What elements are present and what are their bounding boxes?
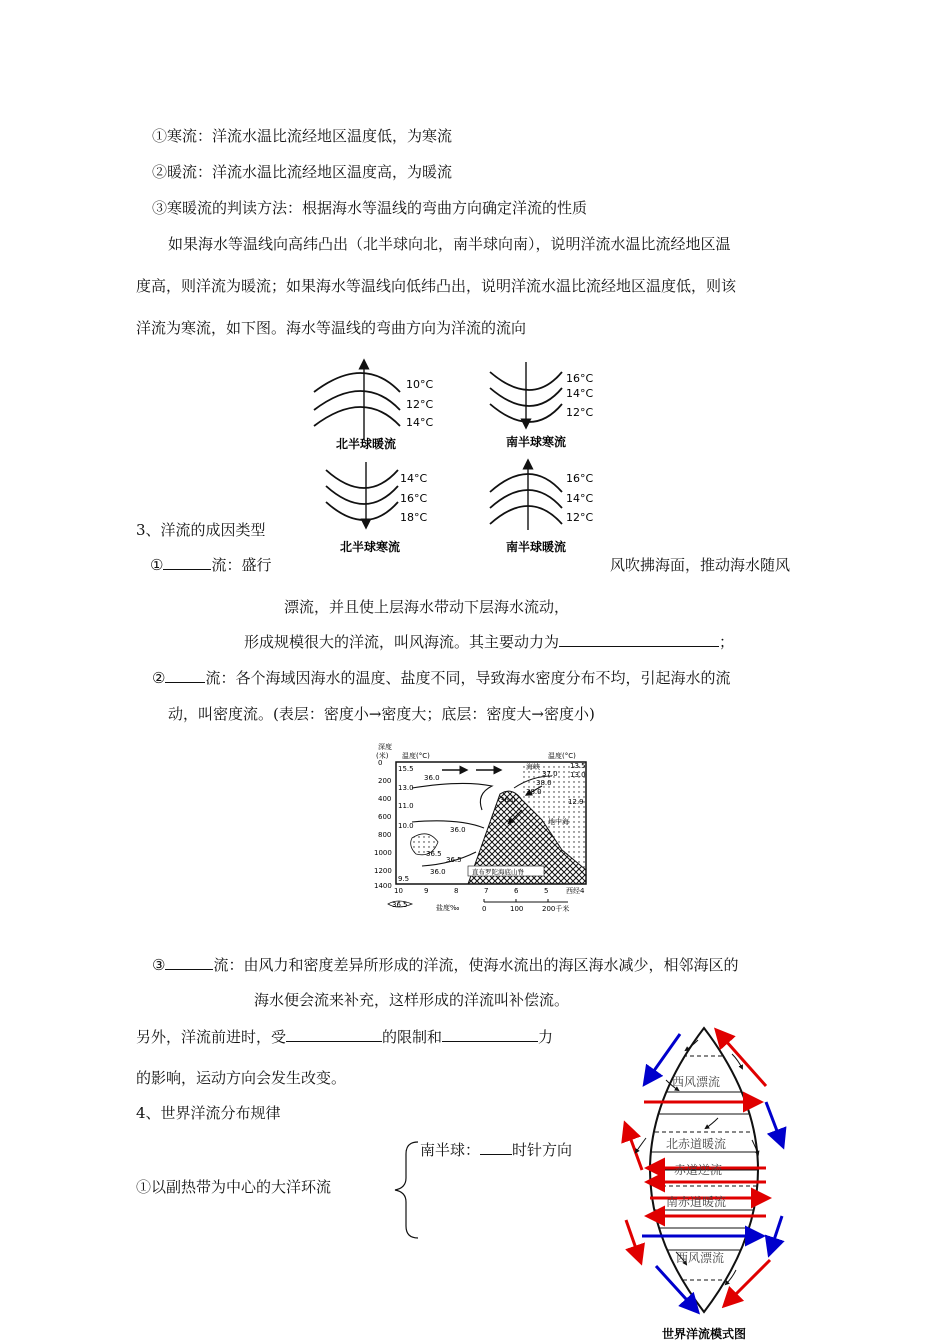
depth-tick: 0 [378,759,383,767]
right-temp: 13.5 [570,762,586,770]
current-label: 南赤道暖流 [666,1195,727,1209]
scale-tick: 200千米 [542,905,570,913]
text-judging-method: ③寒暖流的判读方法：根据海水等温线的弯曲方向确定洋流的性质 [152,199,588,217]
wind-current-text-3: 形成规模很大的洋流，叫风海流。其主要动力为 [244,633,560,651]
depth-unit: (米) [376,752,389,760]
density-current-line-2: 动，叫密度流。(表层：密度小→密度大；底层：密度大→密度小) [168,705,595,723]
strait-label: 海峡 [526,763,540,771]
isotherm-label: 10°C [406,378,434,391]
factor-blank-1[interactable] [286,1027,382,1042]
wind-current-line-1 [150,555,271,575]
compensation-current-line-1 [152,955,738,975]
wind-current-line-2: 漂流，并且使上层海水带动下层海水流动， [284,598,570,616]
legend-value: 36.5 [392,901,408,909]
other-factors-c: 力 [538,1028,554,1046]
lon-tick: 西经4 [566,887,585,895]
scale-tick: 0 [482,905,487,913]
isotherm-label: 16°C [400,492,428,505]
driving-force-blank[interactable] [559,632,719,647]
depth-tick: 600 [378,813,392,821]
paragraph-line-1: 如果海水等温线向高纬凸出（北半球向北，南半球向南），说明洋流水温比流经地区温 [168,235,731,253]
lon-tick: 5 [544,887,549,895]
clockwise-text: 时针方向 [512,1141,573,1159]
semicolon: ； [719,633,735,651]
density-current-line-1 [152,668,730,688]
curly-brace [392,1140,422,1240]
left-temp: 9.5 [398,875,410,883]
left-temp: 10.0 [398,822,414,830]
isotherm-label: 14°C [400,472,428,485]
current-label: 西风漂流 [676,1251,725,1265]
lon-tick: 6 [514,887,519,895]
legend-label: 盐度‰ [436,904,460,912]
world-ocean-current-model [606,1020,806,1344]
salinity-value: 36.0 [500,796,516,804]
northern-warm-diagram [314,364,433,451]
salinity-value: 36.5 [426,850,442,858]
density-current-text: 流：各个海域因海水的温度、盐度不同，导致海水密度分布不均，引起海水的流 [205,669,731,687]
southern-cold-caption: 南半球寒流 [506,435,567,449]
text-cold-current-def: ①寒流：洋流水温比流经地区温度低，为寒流 [152,127,453,145]
depth-tick: 1000 [374,849,392,857]
southern-hemisphere-label: 南半球： [420,1141,481,1159]
current-label: 西风漂流 [672,1075,721,1089]
salinity-value: 38.0 [526,788,542,796]
left-temp: 13.0 [398,784,414,792]
sea-label: 地中海 [548,818,569,826]
depth-tick: 1200 [374,867,392,875]
compensation-current-text: 流：由风力和密度差异所形成的洋流，使海水流出的海区海水减少，相邻海区的 [213,956,739,974]
paragraph-line-2: 度高，则洋流为暖流；如果海水等温线向低纬凸出，说明洋流水温比流经地区温度低，则该 [136,277,737,295]
left-temp: 11.0 [398,802,414,810]
isotherm-label: 18°C [400,511,428,524]
other-factors-line-1 [136,1027,553,1047]
paragraph-line-3: 洋流为寒流，如下图。海水等温线的弯曲方向为洋流的流向 [136,319,527,337]
isotherm-label: 16°C [566,472,594,485]
compensation-current-blank[interactable] [165,955,213,970]
lon-tick: 7 [484,887,489,895]
wind-current-blank[interactable] [163,555,211,570]
factor-blank-2[interactable] [442,1027,538,1042]
lon-tick: 9 [424,887,429,895]
wind-current-text: 流：盛行 [211,556,272,574]
gibraltar-section-diagram [372,740,622,918]
depth-tick: 1400 [374,882,392,890]
ridge-label: 直布罗陀海底山脊 [472,868,524,876]
salinity-value: 36.0 [430,868,446,876]
text-warm-current-def: ②暖流：洋流水温比流经地区温度高，为暖流 [152,163,453,181]
southern-warm-diagram [490,464,593,554]
compensation-current-num: ③ [152,956,166,974]
depth-label: 深度 [378,743,392,751]
depth-tick: 400 [378,795,392,803]
lon-tick: 8 [454,887,459,895]
isotherm-label: 16°C [566,372,594,385]
isotherm-label: 14°C [566,387,594,400]
current-label: 赤道逆流 [674,1163,723,1177]
compensation-current-line-2: 海水便会流来补充，这样形成的洋流叫补偿流。 [254,991,570,1009]
right-temp: 12.9 [568,798,584,806]
direction-blank[interactable] [480,1140,512,1155]
isotherm-diagrams [300,358,620,558]
other-factors-b: 的限制和 [382,1028,443,1046]
world-model-caption: 世界洋流模式图 [662,1327,747,1341]
wind-current-line-3 [244,632,734,652]
section-4-heading: 4、世界洋流分布规律 [136,1104,281,1122]
northern-cold-caption: 北半球寒流 [340,540,401,554]
salinity-value: 37.0 [542,770,558,778]
southern-warm-caption: 南半球暖流 [506,540,567,554]
current-label: 北赤道暖流 [666,1137,727,1151]
salinity-value: 38.0 [536,779,552,787]
isotherm-label: 12°C [566,511,594,524]
isotherm-label: 14°C [406,416,434,429]
lon-tick: 10 [394,887,403,895]
depth-tick: 800 [378,831,392,839]
salinity-value: 36.5 [446,856,462,864]
right-temp: 13.0 [570,771,586,779]
northern-cold-diagram [326,462,427,554]
temp-left-label: 温度(°C) [402,752,430,760]
wind-current-num: ① [150,556,164,574]
gyre-item: ①以副热带为中心的大洋环流 [136,1178,332,1196]
salinity-value: 36.0 [450,826,466,834]
northern-warm-caption: 北半球暖流 [336,437,397,451]
density-current-num: ② [152,669,166,687]
isotherm-label: 12°C [406,398,434,411]
isotherm-label: 14°C [566,492,594,505]
scale-tick: 100 [510,905,524,913]
salinity-value: 36.0 [424,774,440,782]
southern-cold-diagram [490,362,593,449]
density-current-blank[interactable] [165,668,205,683]
section-3-heading: 3、洋流的成因类型 [136,521,266,539]
wind-current-line-1b: 风吹拂海面，推动海水随风 [610,556,791,574]
southern-hemisphere-line [420,1140,572,1160]
isotherm-label: 12°C [566,406,594,419]
other-factors-line-2: 的影响，运动方向会发生改变。 [136,1069,347,1087]
temp-right-label: 温度(°C) [548,752,576,760]
other-factors-a: 另外，洋流前进时，受 [136,1028,287,1046]
left-temp: 15.5 [398,765,414,773]
depth-tick: 200 [378,777,392,785]
